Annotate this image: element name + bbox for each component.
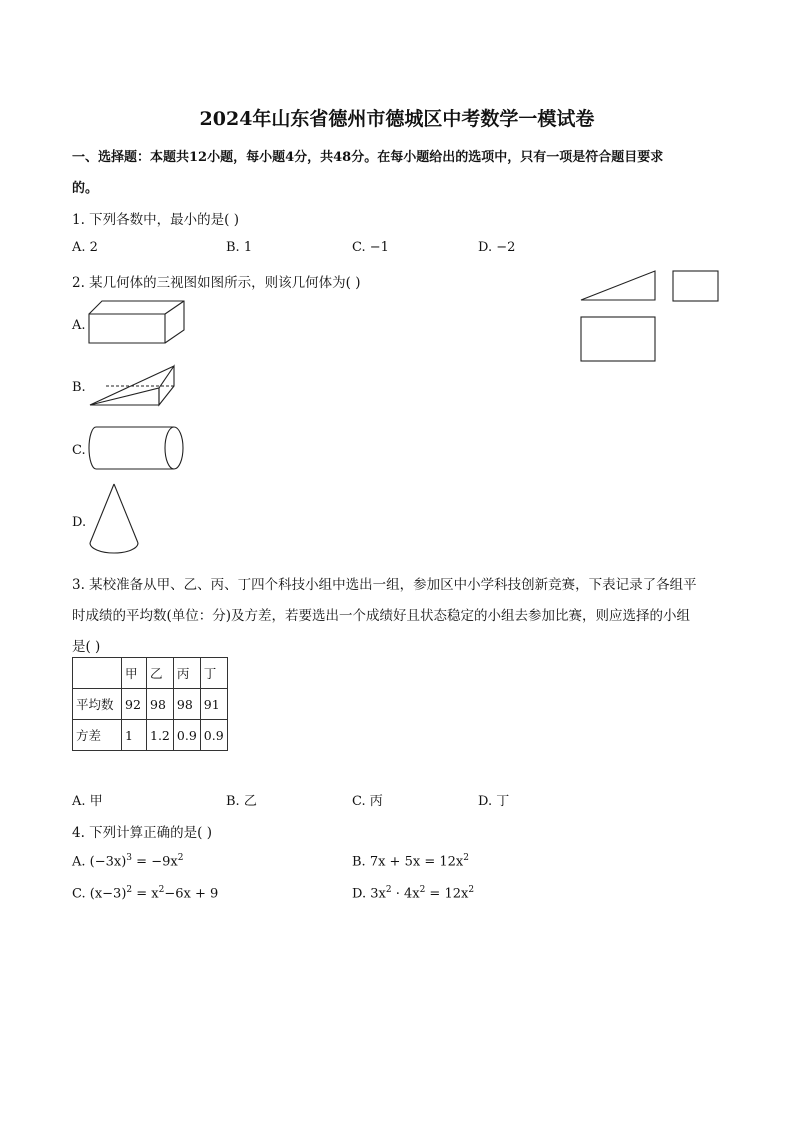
- q3-option-a: A. 甲: [72, 794, 103, 809]
- q4-option-c-exp2: 2: [158, 885, 165, 895]
- q4-option-d-rhs: = 12x: [425, 886, 469, 902]
- section-heading-line2: 的。: [72, 181, 99, 196]
- q4-option-c-rhs: = x: [132, 886, 159, 902]
- table-cell: 平均数: [73, 689, 122, 720]
- q4-option-a: [72, 853, 183, 869]
- q3-stem-line3: 是( ): [72, 639, 101, 655]
- q4-option-c-base: C. (x−3): [72, 886, 127, 902]
- q4-option-b-base: B. 7x + 5x = 12x: [352, 854, 464, 870]
- table-row: [73, 689, 228, 720]
- table-header-cell: 乙: [147, 658, 174, 689]
- score-table: [72, 657, 228, 751]
- table-cell: 92: [122, 689, 147, 720]
- q1-option-b: B. 1: [226, 240, 253, 255]
- table-header-cell: 甲: [122, 658, 147, 689]
- table-header-cell: [73, 658, 122, 689]
- table-cell: 98: [147, 689, 174, 720]
- q4-option-a-rhs: = −9x: [132, 854, 178, 870]
- q4-option-c-tail: −6x + 9: [164, 886, 219, 902]
- q4-option-d-exp2: 2: [419, 885, 426, 895]
- q4-option-d-exp1: 2: [385, 885, 392, 895]
- q2-option-c: C.: [72, 443, 86, 458]
- q1-option-d: D. −2: [478, 240, 516, 255]
- q3-option-b: B. 乙: [226, 794, 257, 809]
- q4-option-d: [352, 885, 474, 901]
- q3-option-d: D. 丁: [478, 794, 510, 809]
- table-header-row: [73, 658, 228, 689]
- q3-stem-line1: 3. 某校准备从甲、乙、丙、丁四个科技小组中选出一组，参加区中小学科技创新竞赛，下表记录了各组平: [72, 577, 697, 593]
- q4-option-b-exp1: 2: [463, 853, 469, 863]
- triangular-prism-figure: [88, 364, 180, 408]
- three-view-side-rectangle: [672, 270, 722, 303]
- three-view-front-triangle: [580, 270, 660, 302]
- page-title: 2024年山东省德州市德城区中考数学一模试卷: [199, 108, 595, 130]
- cuboid-figure: [88, 300, 188, 346]
- table-cell: 方差: [73, 720, 122, 751]
- q1-option-c: C. −1: [352, 240, 389, 255]
- q2-option-a: A.: [72, 318, 86, 333]
- three-view-top-rectangle: [580, 316, 658, 364]
- section-heading-line1: 一、选择题：本题共12小题，每小题4分，共48分。在每小题给出的选项中，只有一项是符合题目要求: [72, 150, 664, 165]
- table-row: [73, 720, 228, 751]
- cylinder-figure: [88, 426, 188, 472]
- q1-option-a: A. 2: [72, 240, 98, 255]
- q2-option-b: B.: [72, 380, 86, 395]
- q4-option-a-base: A. (−3x): [72, 854, 127, 870]
- q4-option-a-exp2: 2: [177, 853, 184, 863]
- table-header-cell: 丁: [200, 658, 227, 689]
- q2-stem: 2. 某几何体的三视图如图所示，则该几何体为( ): [72, 275, 361, 291]
- table-cell: 1: [122, 720, 147, 751]
- table-cell: 1.2: [147, 720, 174, 751]
- cone-figure: [88, 483, 142, 557]
- q2-option-d: D.: [72, 515, 87, 530]
- q4-option-d-base: D. 3x: [352, 886, 386, 902]
- table-cell: 0.9: [200, 720, 227, 751]
- q4-option-a-exp1: 3: [126, 853, 133, 863]
- table-header-cell: 丙: [173, 658, 200, 689]
- q1-stem: 1. 下列各数中，最小的是( ): [72, 212, 239, 228]
- q4-stem: 4. 下列计算正确的是( ): [72, 825, 212, 841]
- table-cell: 0.9: [173, 720, 200, 751]
- q3-stem-line2: 时成绩的平均数(单位：分)及方差，若要选出一个成绩好且状态稳定的小组去参加比赛，则应选择的小组: [72, 608, 691, 624]
- q4-option-b: [352, 853, 469, 869]
- q3-option-c: C. 丙: [352, 794, 383, 809]
- q4-option-d-mid: · 4x: [391, 886, 420, 902]
- q4-option-c-exp1: 2: [126, 885, 133, 895]
- table-cell: 91: [200, 689, 227, 720]
- q4-option-d-exp3: 2: [468, 885, 475, 895]
- table-cell: 98: [173, 689, 200, 720]
- q4-option-c: [72, 885, 218, 901]
